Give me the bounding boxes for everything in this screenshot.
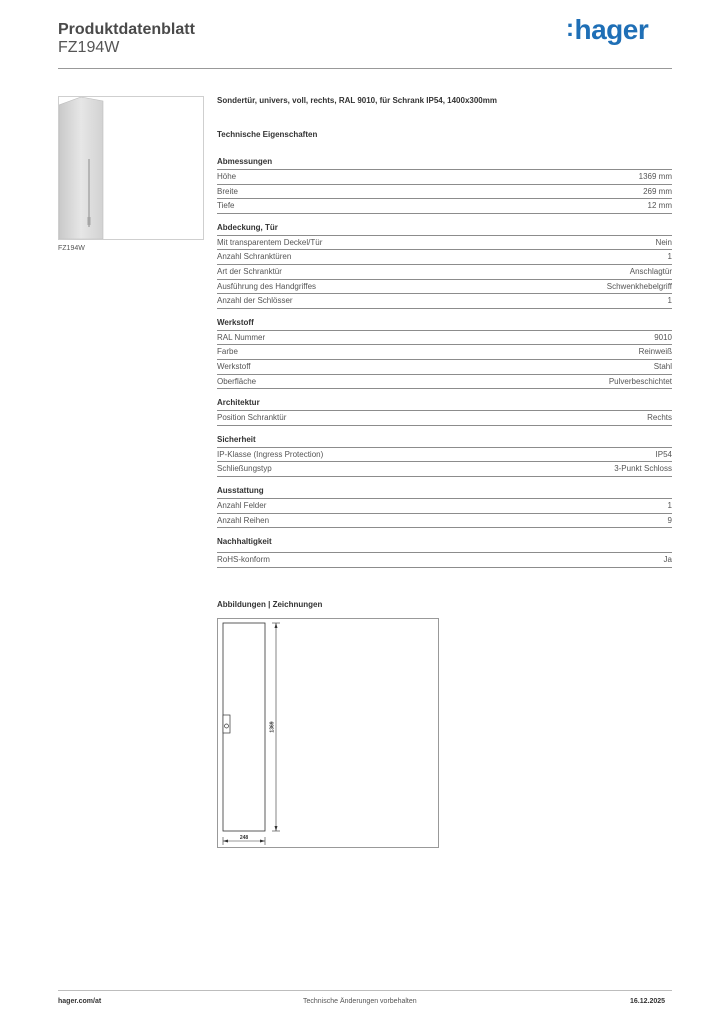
property-row: [217, 447, 672, 462]
property-row: [217, 279, 672, 294]
logo-mark: :: [566, 15, 574, 42]
property-label: Schließungstyp: [217, 464, 272, 474]
page-title: Produktdatenblatt: [58, 21, 195, 38]
property-value: Anschlagtür: [629, 266, 672, 276]
property-row: [217, 293, 672, 309]
brand-logo: [566, 14, 648, 46]
property-row: [217, 198, 672, 214]
property-label: Werkstoff: [217, 361, 251, 371]
property-value: Schwenkhebelgriff: [606, 281, 672, 291]
technical-drawing: [217, 618, 439, 848]
drawings-heading: Abbildungen | Zeichnungen: [217, 600, 323, 609]
property-row: [217, 513, 672, 529]
property-label: Anzahl Reihen: [217, 515, 270, 525]
property-value: 1: [667, 500, 672, 510]
width-label: 248: [239, 835, 249, 841]
property-row: [217, 552, 672, 568]
property-row: [217, 374, 672, 390]
thumbnail-caption: FZ194W: [58, 245, 85, 252]
property-label: Position Schranktür: [217, 413, 287, 423]
property-label: Anzahl Schranktüren: [217, 252, 292, 262]
product-description: Sondertür, univers, voll, rechts, RAL 9010, für Schrank IP54, 1400x300mm: [217, 96, 497, 105]
property-label: Ausführung des Handgriffes: [217, 281, 317, 291]
section-material: [217, 317, 672, 389]
property-row: [217, 235, 672, 250]
property-label: RAL Nummer: [217, 332, 266, 342]
property-label: Farbe: [217, 347, 238, 357]
property-value: 1: [667, 296, 672, 306]
property-value: 1369 mm: [638, 172, 672, 181]
property-row: [217, 344, 672, 359]
property-row: [217, 359, 672, 374]
logo-text: hager: [574, 14, 649, 45]
section-title: Architektur: [217, 398, 260, 408]
property-value: 269 mm: [643, 186, 672, 196]
property-label: Anzahl Felder: [217, 500, 267, 510]
property-value: 12 mm: [647, 201, 672, 211]
property-label: IP-Klasse (Ingress Protection): [217, 449, 324, 459]
section-equipment: [217, 485, 672, 528]
height-label: 1369: [269, 721, 276, 733]
property-value: Stahl: [653, 361, 672, 371]
property-value: 9: [667, 515, 672, 525]
property-label: Mit transparentem Deckel/Tür: [217, 237, 323, 247]
door-drawing: [218, 619, 438, 847]
property-value: Pulverbeschichtet: [608, 376, 672, 386]
section-title: Nachhaltigkeit: [217, 537, 272, 547]
property-value: 3-Punkt Schloss: [614, 464, 672, 474]
product-code: FZ194W: [58, 39, 120, 56]
property-row: [217, 264, 672, 279]
property-row: [217, 169, 672, 184]
lock-symbol: [225, 724, 229, 728]
section-title: Sicherheit: [217, 434, 256, 444]
footer-note: Technische Änderungen vorbehalten: [303, 998, 417, 1005]
property-label: Anzahl der Schlösser: [217, 296, 293, 306]
property-row: [217, 184, 672, 199]
property-value: 1: [667, 252, 672, 262]
property-value: Rechts: [647, 413, 672, 423]
section-cover: [217, 222, 672, 309]
property-value: Nein: [655, 237, 672, 247]
section-dimensions: [217, 156, 672, 214]
property-label: Art der Schranktür: [217, 266, 282, 276]
door-illustration: [59, 97, 203, 239]
section-safety: [217, 434, 672, 477]
section-title: Abmessungen: [217, 157, 273, 166]
header-divider: [58, 68, 672, 69]
property-label: RoHS-konform: [217, 555, 270, 565]
property-row: [217, 410, 672, 426]
section-architecture: [217, 397, 672, 426]
section-title: Abdeckung, Tür: [217, 222, 278, 232]
property-value: Reinweiß: [638, 347, 672, 357]
property-value: Ja: [663, 555, 672, 565]
property-label: Breite: [217, 186, 238, 196]
footer-divider: [58, 990, 672, 991]
property-row: [217, 461, 672, 477]
property-row: [217, 330, 672, 345]
technical-properties-heading: Technische Eigenschaften: [217, 130, 318, 139]
property-value: 9010: [654, 332, 672, 342]
property-label: Höhe: [217, 172, 237, 181]
section-title: Werkstoff: [217, 317, 254, 327]
property-row: [217, 498, 672, 513]
property-value: IP54: [655, 449, 672, 459]
section-sustainability: [217, 536, 672, 568]
property-row: [217, 249, 672, 264]
property-label: Tiefe: [217, 201, 235, 211]
property-sections: [217, 156, 672, 576]
footer-date: 16.12.2025: [630, 998, 666, 1005]
footer-website: hager.com/at: [58, 998, 102, 1005]
property-label: Oberfläche: [217, 376, 257, 386]
section-title: Ausstattung: [217, 485, 264, 495]
product-thumbnail: [58, 96, 204, 240]
